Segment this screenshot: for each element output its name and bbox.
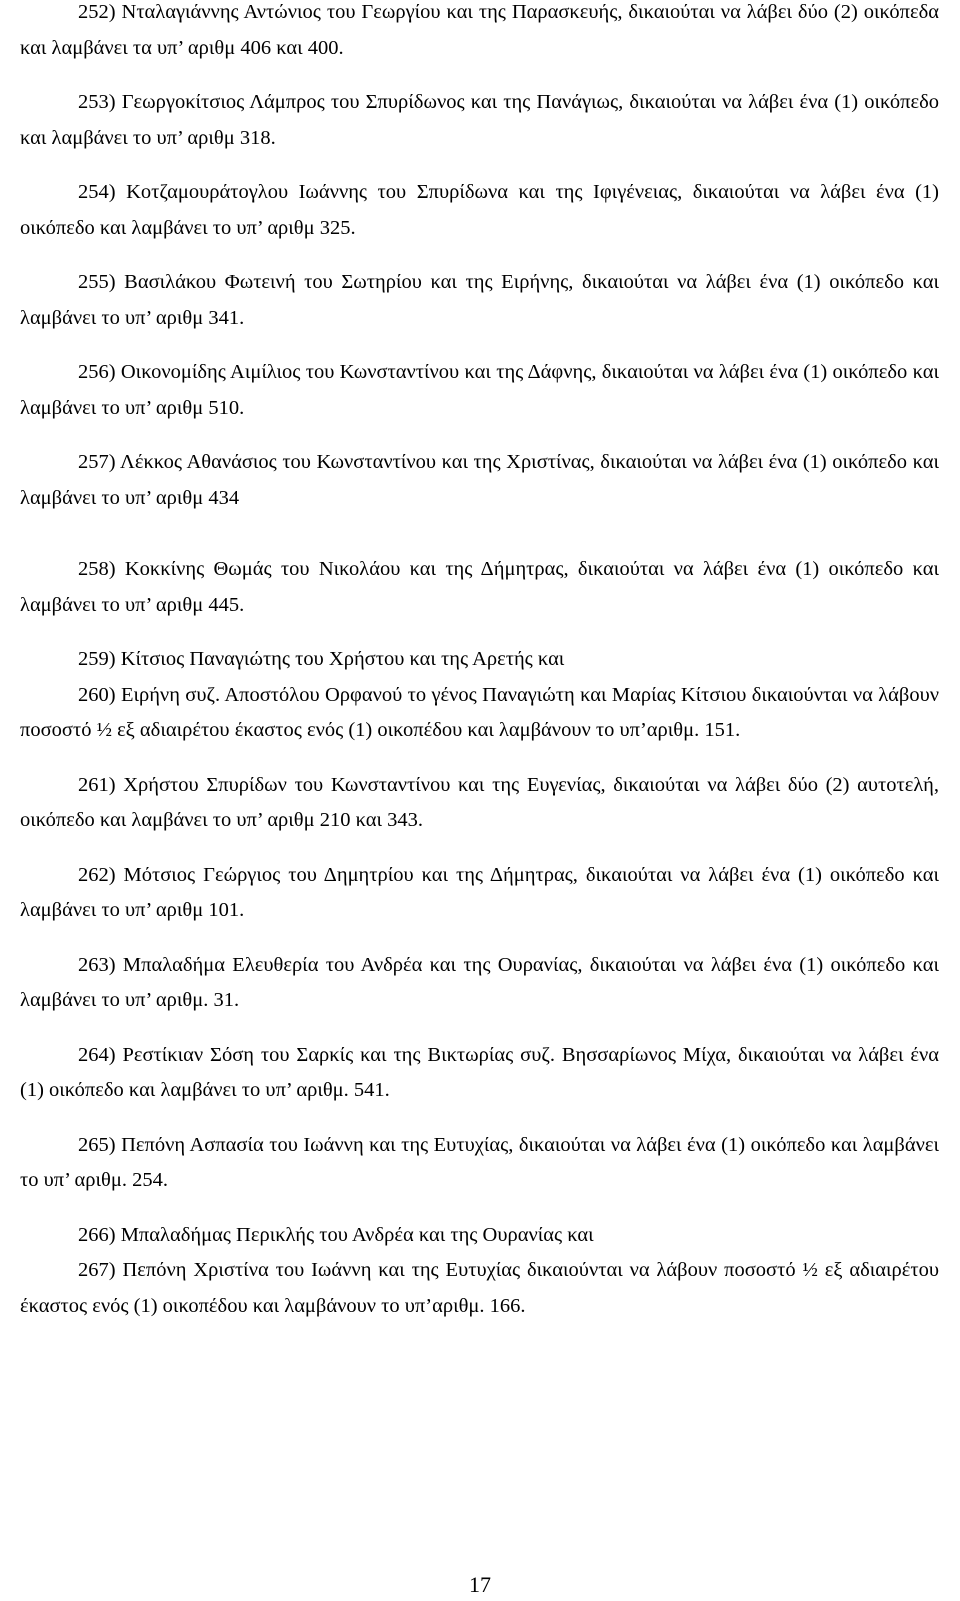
entry-256: 256) Οικονομίδης Αιμίλιος του Κωνσταντίνου και της Δάφνης, δικαιούται να λάβει ένα (1) οικόπεδο και λαμβάνει το υπ’ αριθμ 510. [20, 361, 939, 419]
entry-265: 265) Πεπόνη Ασπασία του Ιωάννη και της Ευτυχίας, δικαιούται να λάβει ένα (1) οικόπεδο και λαμβάνει το υπ’ αριθμ. 254. [20, 1133, 939, 1191]
entry-262: 262) Μότσιος Γεώργιος του Δημητρίου και της Δήμητρας, δικαιούται να λάβει ένα (1) οικόπεδο και λαμβάνει το υπ’ αριθμ 101. [20, 863, 939, 921]
entry-252: 252) Νταλαγιάννης Αντώνιος του Γεωργίου και της Παρασκευής, δικαιούται να λάβει δύο (2) οικόπεδα και λαμβάνει τα υπ’ αριθμ 406 και 400. [20, 1, 939, 59]
entry-264: 264) Ρεστίκιαν Σόση του Σαρκίς και της Βικτωρίας συζ. Βησσαρίωνος Μίχα, δικαιούται να λάβει ένα (1) οικόπεδο και λαμβάνει το υπ’ αριθμ. 541. [20, 1043, 939, 1101]
entry-259: 259) Κίτσιος Παναγιώτης του Χρήστου και της Αρετής και [78, 648, 565, 670]
entry-255: 255) Βασιλάκου Φωτεινή του Σωτηρίου και της Ειρήνης, δικαιούται να λάβει ένα (1) οικόπεδο και λαμβάνει το υπ’ αριθμ 341. [20, 271, 939, 329]
entry-257: 257) Λέκκος Αθανάσιος του Κωνσταντίνου και της Χριστίνας, δικαιούται να λάβει ένα (1) οικόπεδο και λαμβάνει το υπ’ αριθμ 434 [20, 451, 939, 509]
entry-253: 253) Γεωργοκίτσιος Λάμπρος του Σπυρίδωνος και της Πανάγιως, δικαιούται να λάβει ένα (1) οικόπεδο και λαμβάνει το υπ’ αριθμ 318. [20, 91, 939, 149]
entry-260: 260) Ειρήνη συζ. Αποστόλου Ορφανού το γένος Παναγιώτη και Μαρίας Κίτσιου δικαιούνται να λάβουν ποσοστό ½ εξ αδιαιρέτου έκαστος ενός (1) οικοπέδου και λαμβάνουν το υπ’αριθμ. 151. [20, 683, 939, 741]
entry-266: 266) Μπαλαδήμας Περικλής του Ανδρέα και της Ουρανίας και [78, 1223, 594, 1246]
entry-261: 261) Χρήστου Σπυρίδων του Κωνσταντίνου και της Ευγενίας, δικαιούται να λάβει δύο (2) αυτοτελή, οικόπεδο και λαμβάνει το υπ’ αριθμ 210 και 343. [20, 773, 939, 831]
document-page [20, 0, 939, 1324]
entry-258: 258) Κοκκίνης Θωμάς του Νικολάου και της Δήμητρας, δικαιούται να λάβει ένα (1) οικόπεδο και λαμβάνει το υπ’ αριθμ 445. [20, 558, 939, 616]
entry-267: 267) Πεπόνη Χριστίνα του Ιωάννη και της Ευτυχίας δικαιούνται να λάβουν ποσοστό ½ εξ αδιαιρέτου έκαστος ενός (1) οικοπέδου και λαμβάνουν το υπ’αριθμ. 166. [20, 1259, 939, 1317]
entry-254: 254) Κοτζαμουράτογλου Ιωάννης του Σπυρίδωνα και της Ιφιγένειας, δικαιούται να λάβει ένα (1) οικόπεδο και λαμβάνει το υπ’ αριθμ 325. [20, 181, 939, 239]
page-number: 17 [469, 1572, 491, 1597]
entry-263: 263) Μπαλαδήμα Ελευθερία του Ανδρέα και της Ουρανίας, δικαιούται να λάβει ένα (1) οικόπεδο και λαμβάνει το υπ’ αριθμ. 31. [20, 953, 939, 1011]
